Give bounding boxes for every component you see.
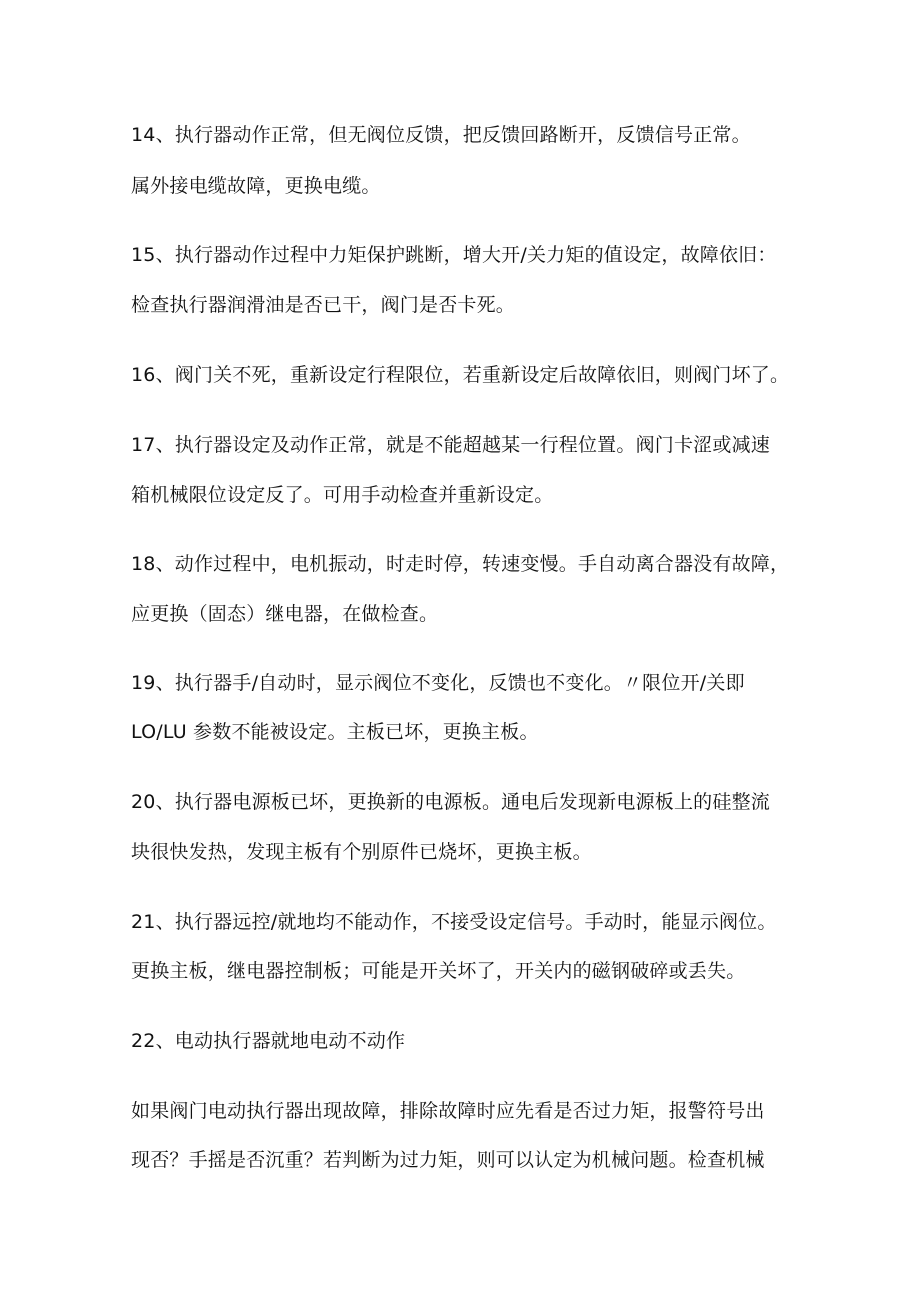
text-line: 检查执行器润滑油是否已干，阀门是否卡死。 xyxy=(131,294,516,316)
text-line: 18、动作过程中，电机振动，时走时停，转速变慢。手自动离合器没有故障， xyxy=(131,553,790,575)
text-line: 17、执行器设定及动作正常，就是不能超越某一行程位置。阀门卡涩或减速 xyxy=(131,434,770,456)
text-line: 16、阀门关不死，重新设定行程限位，若重新设定后故障依旧，则阀门坏了。 xyxy=(131,364,790,386)
text-line: 箱机械限位设定反了。可用手动检查并重新设定。 xyxy=(131,484,554,506)
text-line: 15、执行器动作过程中力矩保护跳断，增大开/关力矩的值设定，故障依旧： xyxy=(131,244,777,266)
text-line: 22、电动执行器就地电动不动作 xyxy=(131,1030,406,1052)
text-line: LO/LU 参数不能被设定。主板已坏，更换主板。 xyxy=(131,721,539,743)
text-line: 14、执行器动作正常，但无阀位反馈，把反馈回路断开，反馈信号正常。 xyxy=(131,124,751,146)
text-line: 属外接电缆故障，更换电缆。 xyxy=(131,175,381,197)
text-line: 20、执行器电源板已坏，更换新的电源板。通电后发现新电源板上的硅整流 xyxy=(131,791,770,813)
text-line: 如果阀门电动执行器出现故障，排除故障时应先看是否过力矩，报警符号出 xyxy=(131,1100,765,1122)
text-line: 21、执行器远控/就地均不能动作，不接受设定信号。手动时，能显示阀位。 xyxy=(131,911,777,933)
text-line: 现否？手摇是否沉重？若判断为过力矩，则可以认定为机械问题。检查机械 xyxy=(131,1149,765,1171)
text-line: 块很快发热，发现主板有个别原件已烧坏，更换主板。 xyxy=(131,841,592,863)
text-line: 应更换（固态）继电器，在做检查。 xyxy=(131,603,439,625)
text-line: 19、执行器手/自动时，显示阀位不变化，反馈也不变化。〃限位开/关即 xyxy=(131,672,745,694)
text-line: 更换主板，继电器控制板；可能是开关坏了，开关内的磁钢破碎或丢失。 xyxy=(131,960,746,982)
